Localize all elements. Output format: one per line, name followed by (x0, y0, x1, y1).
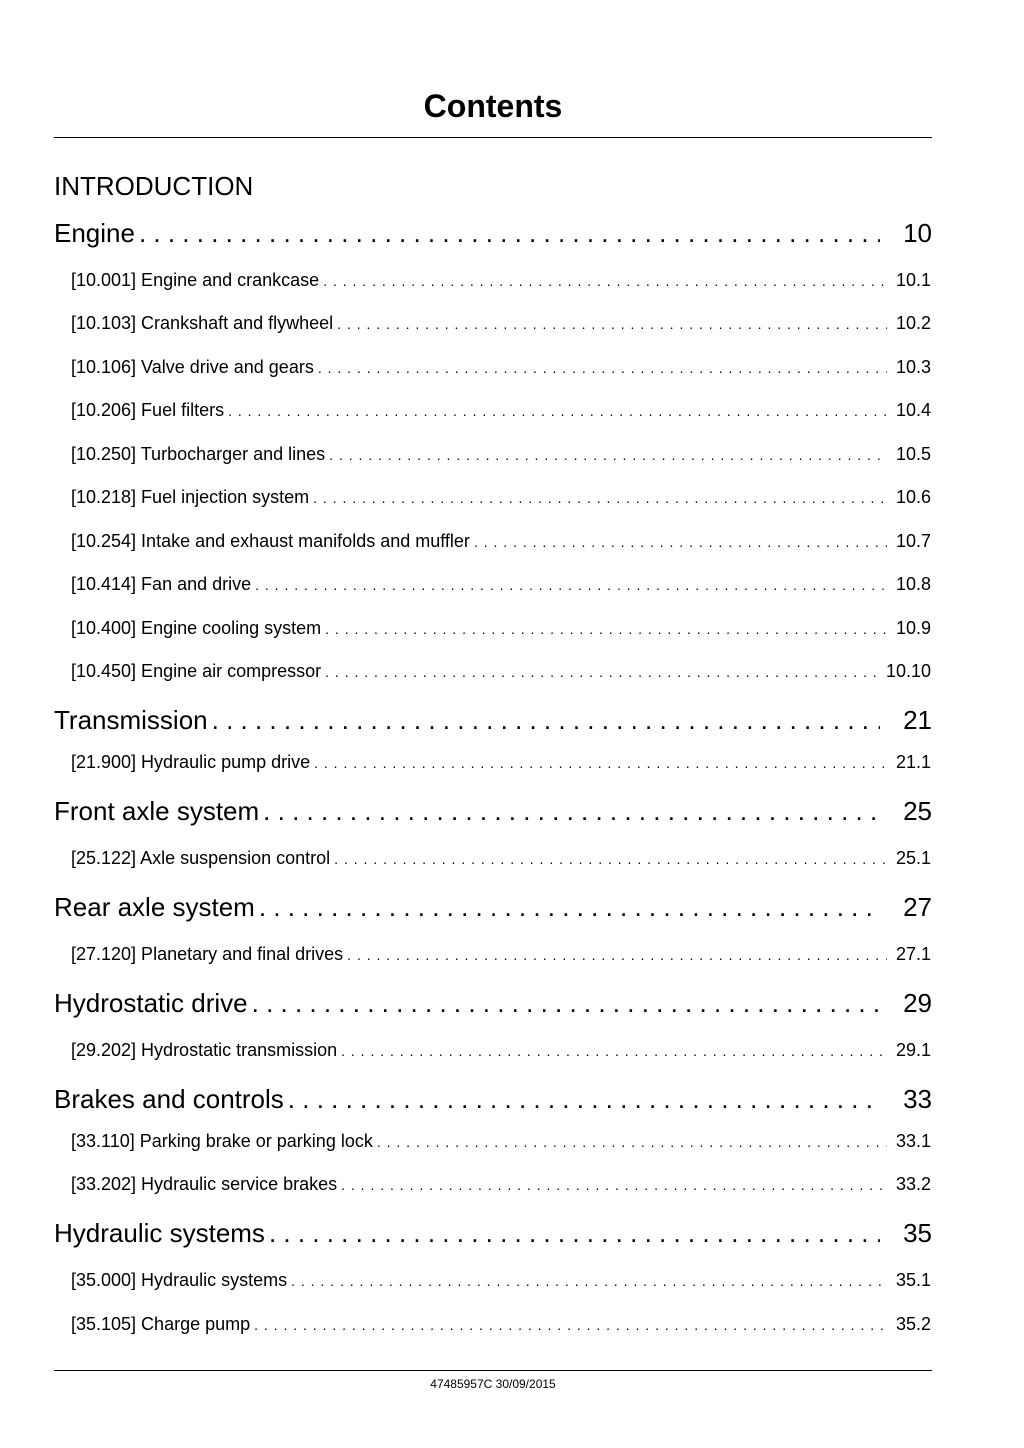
title-divider (54, 137, 932, 138)
toc-section[interactable] (71, 616, 931, 641)
section-page-number: 35.1 (895, 1270, 931, 1290)
dot-leader (228, 399, 887, 423)
dot-leader (377, 1130, 887, 1154)
dot-leader (254, 1313, 887, 1337)
section-page-number: 33.2 (895, 1174, 931, 1194)
chapter-page-number: 35 (903, 1218, 932, 1248)
section-label: [35.105] Charge pump (71, 1314, 251, 1334)
dot-leader (314, 751, 887, 775)
section-label: [35.000] Hydraulic systems (71, 1270, 288, 1290)
section-label: [21.900] Hydraulic pump drive (71, 752, 311, 772)
section-label: [10.450] Engine air compressor (71, 661, 322, 681)
chapter-label: Transmission (54, 705, 208, 735)
toc-chapter-front-axle-system[interactable] (54, 795, 932, 827)
toc-chapter-hydraulic-systems[interactable] (54, 1217, 932, 1249)
dot-leader (341, 1039, 887, 1063)
section-label: [10.218] Fuel injection system (71, 487, 310, 507)
toc-section[interactable] (71, 1129, 931, 1154)
chapter-label: Engine (54, 218, 135, 248)
dot-leader (288, 1083, 880, 1115)
section-label: [10.103] Crankshaft and flywheel (71, 313, 334, 333)
toc-section[interactable] (71, 572, 931, 597)
chapter-page-number: 25 (903, 796, 932, 826)
page-title: Contents (423, 88, 563, 124)
section-label: [10.106] Valve drive and gears (71, 357, 314, 377)
dot-leader (212, 704, 880, 736)
dot-leader (291, 1269, 887, 1293)
section-page-number: 27.1 (895, 944, 931, 964)
section-page-number: 33.1 (895, 1131, 931, 1151)
dot-leader (269, 1217, 880, 1249)
toc-chapter-transmission[interactable] (54, 704, 932, 736)
toc-section[interactable] (71, 529, 931, 554)
section-label: [10.001] Engine and crankcase (71, 270, 320, 290)
dot-leader (341, 1173, 887, 1197)
dot-leader (337, 312, 887, 336)
dot-leader (252, 987, 880, 1019)
toc-section[interactable] (71, 398, 931, 423)
dot-leader (323, 269, 887, 293)
toc-section[interactable] (71, 485, 931, 510)
section-page-number: 21.1 (895, 752, 931, 772)
toc-introduction: INTRODUCTION (54, 171, 254, 201)
toc-section[interactable] (71, 355, 931, 380)
dot-leader (325, 660, 882, 684)
dot-leader (318, 356, 887, 380)
section-label: [10.414] Fan and drive (71, 574, 252, 594)
section-page-number: 10.5 (895, 444, 931, 464)
toc-section[interactable] (71, 846, 931, 871)
toc-chapter-rear-axle-system[interactable] (54, 891, 932, 923)
dot-leader (139, 217, 880, 249)
toc-section[interactable] (71, 311, 931, 336)
section-page-number: 10.4 (895, 400, 931, 420)
section-label: [10.400] Engine cooling system (71, 618, 322, 638)
section-page-number: 29.1 (895, 1040, 931, 1060)
chapter-label: Hydrostatic drive (54, 988, 248, 1018)
dot-leader (334, 847, 887, 871)
toc-chapter-hydrostatic-drive[interactable] (54, 987, 932, 1019)
section-label: [29.202] Hydrostatic transmission (71, 1040, 338, 1060)
toc-section[interactable] (71, 1268, 931, 1293)
section-page-number: 35.2 (895, 1314, 931, 1334)
chapter-label: Hydraulic systems (54, 1218, 265, 1248)
section-page-number: 10.6 (895, 487, 931, 507)
toc-section[interactable] (71, 268, 931, 293)
section-page-number: 10.8 (895, 574, 931, 594)
section-page-number: 10.3 (895, 357, 931, 377)
toc-chapter-engine[interactable] (54, 217, 932, 249)
toc-section[interactable] (71, 659, 931, 684)
section-label: [10.206] Fuel filters (71, 400, 225, 420)
toc-section[interactable] (71, 442, 931, 467)
chapter-label: Front axle system (54, 796, 260, 826)
chapter-page-number: 27 (903, 892, 932, 922)
chapter-page-number: 10 (903, 218, 932, 248)
section-page-number: 10.7 (895, 531, 931, 551)
dot-leader (259, 891, 880, 923)
section-label: [33.202] Hydraulic service brakes (71, 1174, 338, 1194)
section-page-number: 10.2 (895, 313, 931, 333)
toc-section[interactable] (71, 750, 931, 775)
dot-leader (329, 443, 887, 467)
section-label: [10.254] Intake and exhaust manifolds and muffler (71, 531, 470, 551)
section-page-number: 10.9 (895, 618, 931, 638)
section-label: [27.120] Planetary and final drives (71, 944, 344, 964)
dot-leader (255, 573, 887, 597)
section-page-number: 10.10 (885, 661, 931, 681)
dot-leader (474, 530, 887, 554)
toc-section[interactable] (71, 942, 931, 967)
section-page-number: 25.1 (895, 848, 931, 868)
dot-leader (325, 617, 887, 641)
chapter-page-number: 33 (903, 1084, 932, 1114)
dot-leader (313, 486, 887, 510)
section-label: [10.250] Turbocharger and lines (71, 444, 326, 464)
footer-divider (54, 1370, 932, 1371)
section-label: [33.110] Parking brake or parking lock (71, 1131, 373, 1151)
toc-chapter-brakes-and-controls[interactable] (54, 1083, 932, 1115)
dot-leader (347, 943, 887, 967)
document-footer: 47485957C 30/09/2015 (430, 1377, 556, 1391)
chapter-page-number: 29 (903, 988, 932, 1018)
chapter-label: Brakes and controls (54, 1084, 284, 1114)
toc-section[interactable] (71, 1038, 931, 1063)
dot-leader (263, 795, 880, 827)
toc-section[interactable] (71, 1172, 931, 1197)
section-page-number: 10.1 (895, 270, 931, 290)
chapter-page-number: 21 (903, 705, 932, 735)
chapter-label: Rear axle system (54, 892, 255, 922)
toc-section[interactable] (71, 1312, 931, 1337)
section-label: [25.122] Axle suspension control (71, 848, 331, 868)
